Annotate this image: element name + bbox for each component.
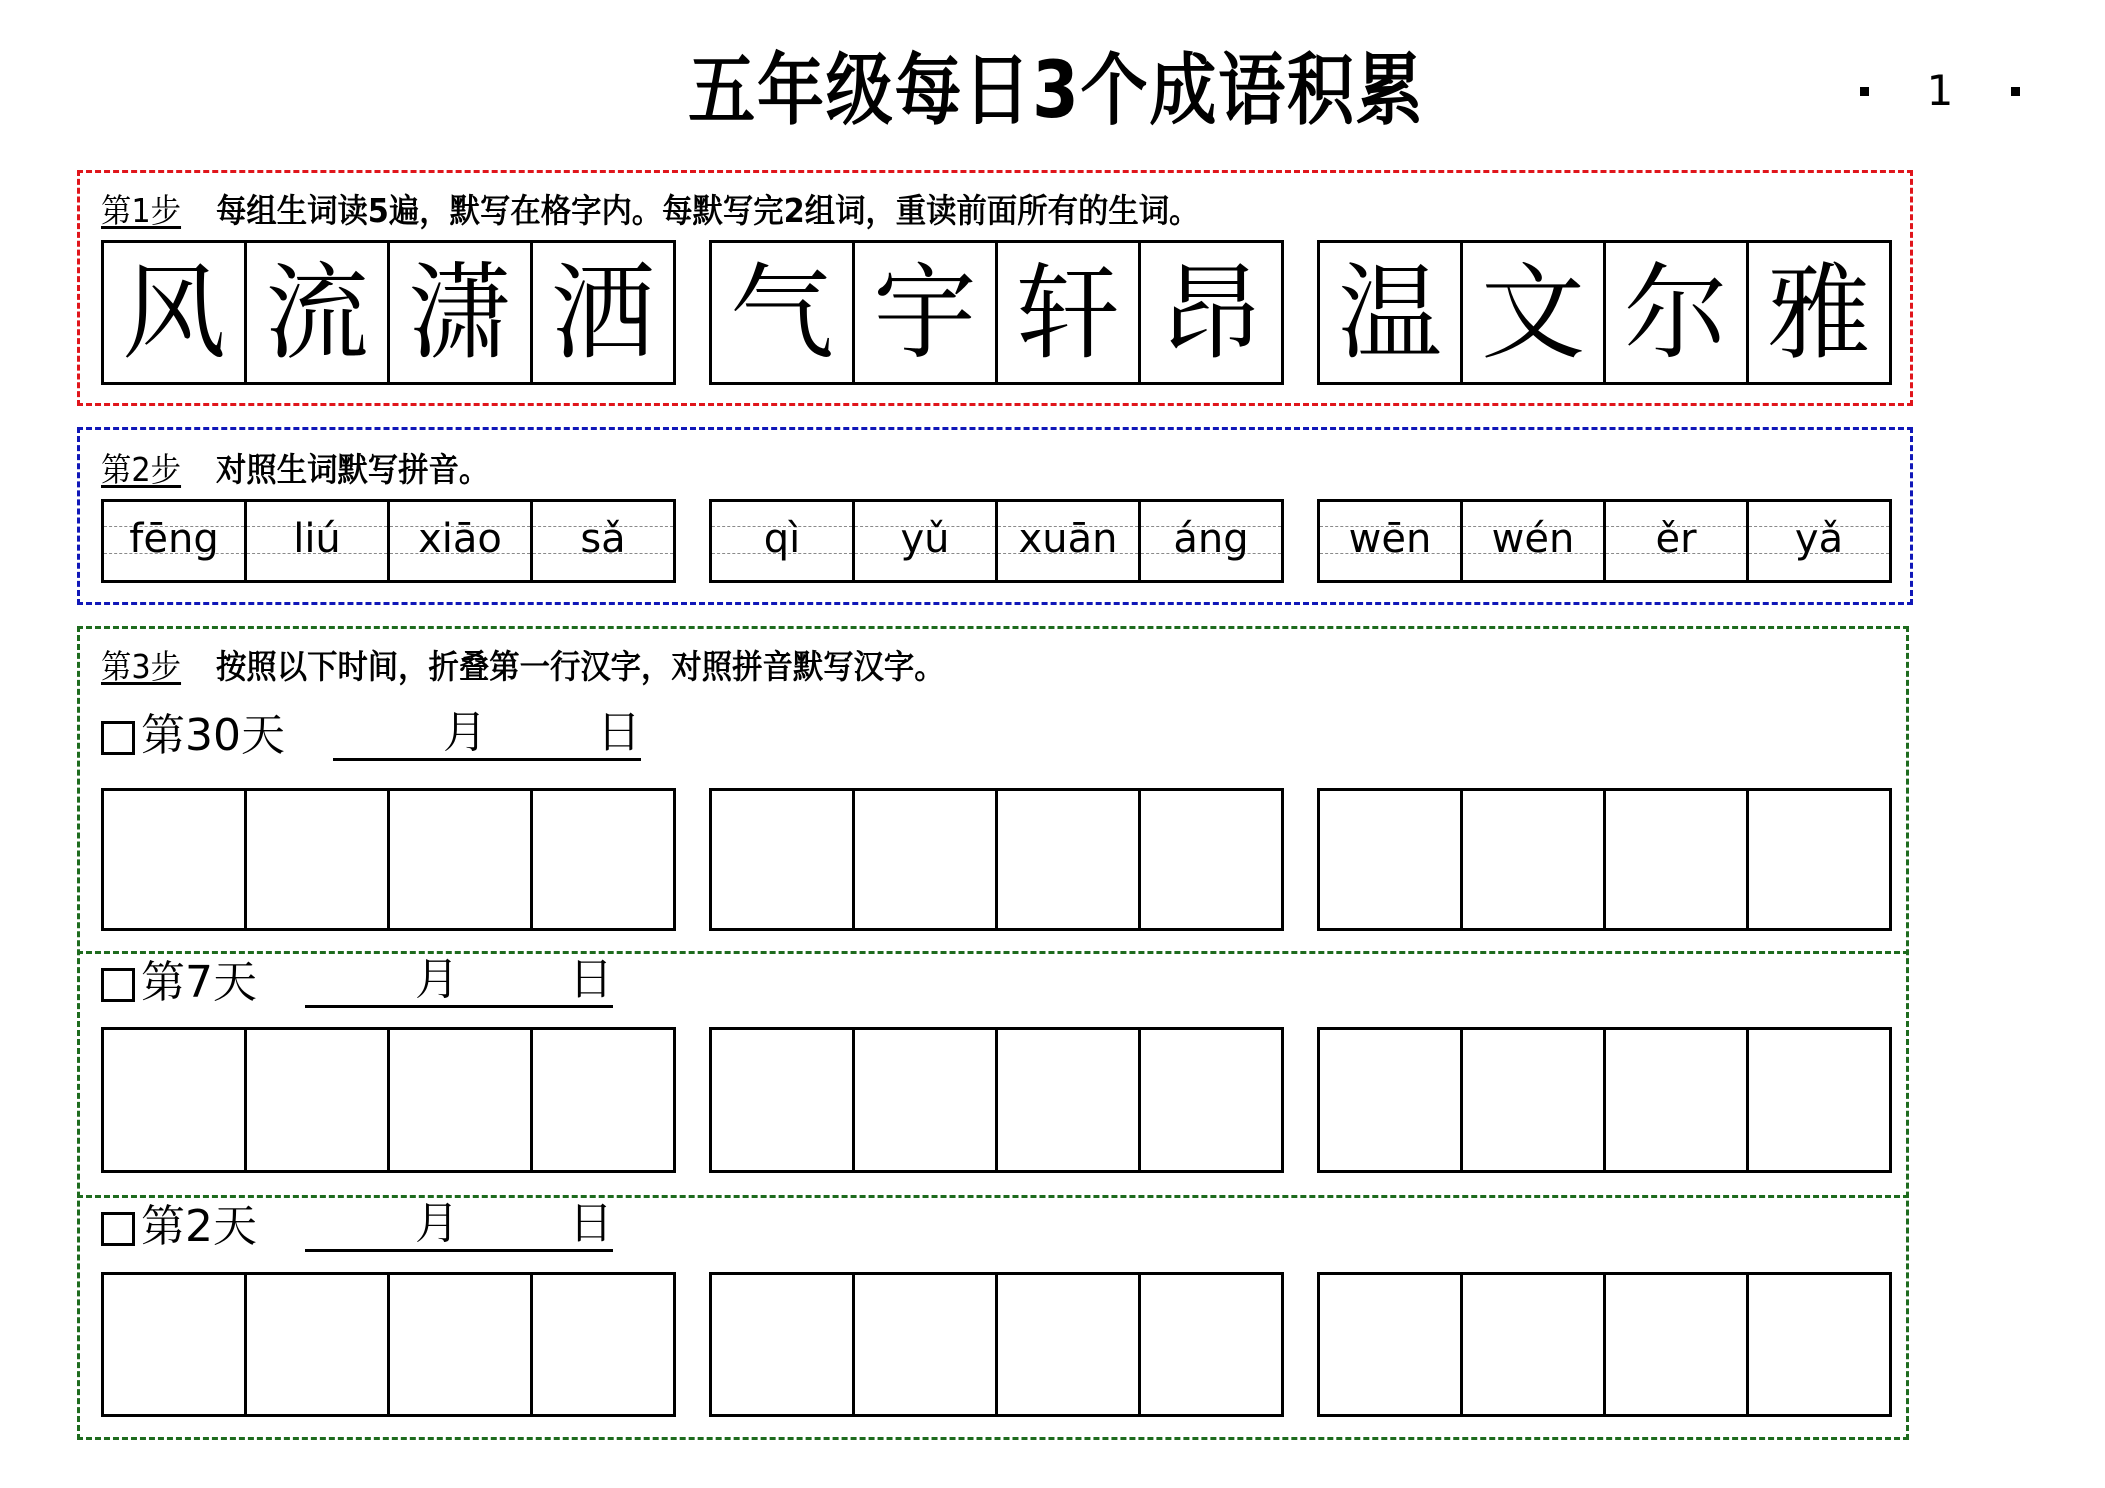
pinyin: yǎ <box>1794 516 1844 562</box>
write-cell[interactable] <box>998 791 1141 928</box>
day-30-group-2 <box>709 788 1284 931</box>
hanzi: 文 <box>1480 251 1585 374</box>
hanzi-cell <box>855 243 998 382</box>
write-cell[interactable] <box>533 1275 673 1414</box>
day-label: 日 <box>569 1198 613 1249</box>
dot-icon <box>2011 87 2020 96</box>
step1-group-3 <box>1317 240 1892 385</box>
pinyin: wēn <box>1348 516 1432 562</box>
step3-instruction <box>101 647 945 687</box>
hanzi-cell <box>1320 243 1463 382</box>
pinyin: xuān <box>1018 516 1118 562</box>
pinyin: wén <box>1491 516 1575 562</box>
month-label: 月 <box>415 954 459 1005</box>
write-cell[interactable] <box>855 791 998 928</box>
day-30-group-3 <box>1317 788 1892 931</box>
write-cell[interactable] <box>712 1030 855 1170</box>
write-cell[interactable] <box>998 1275 1141 1414</box>
pinyin-cell <box>855 502 998 580</box>
write-cell[interactable] <box>390 1275 533 1414</box>
pinyin: ěr <box>1655 516 1697 562</box>
write-cell[interactable] <box>1606 1030 1749 1170</box>
pinyin: liú <box>293 516 341 562</box>
step2-group-2 <box>709 499 1284 583</box>
day-2-row <box>101 1199 613 1252</box>
pinyin-cell <box>1320 502 1463 580</box>
day-30-row <box>101 708 641 761</box>
day-2-label: 第2天 <box>141 1201 257 1252</box>
pinyin: xiāo <box>418 516 502 562</box>
day-2-group-2 <box>709 1272 1284 1417</box>
write-cell[interactable] <box>104 791 247 928</box>
pinyin-cell <box>1463 502 1606 580</box>
hanzi-cell <box>1749 243 1889 382</box>
step1-label: 第1步 <box>101 191 182 230</box>
day-30-checkbox[interactable] <box>101 721 135 755</box>
pinyin: fēng <box>129 516 219 562</box>
write-cell[interactable] <box>533 1030 673 1170</box>
day-30-group-1 <box>101 788 676 931</box>
hanzi: 流 <box>264 251 369 374</box>
write-cell[interactable] <box>247 791 390 928</box>
day-7-label: 第7天 <box>141 957 257 1008</box>
step2-text: 对照生词默写拼音。 <box>216 450 490 489</box>
day-2-group-1 <box>101 1272 676 1417</box>
day-2-checkbox[interactable] <box>101 1212 135 1246</box>
hanzi: 昂 <box>1158 251 1263 374</box>
write-cell[interactable] <box>533 791 673 928</box>
day-7-group-1 <box>101 1027 676 1173</box>
day-30-date-field[interactable] <box>333 708 641 761</box>
hanzi-cell <box>712 243 855 382</box>
pinyin-cell <box>712 502 855 580</box>
section-divider <box>77 951 1909 954</box>
dot-icon <box>1860 87 1869 96</box>
day-7-group-2 <box>709 1027 1284 1173</box>
page-number-value: 1 <box>1926 66 1954 115</box>
hanzi-cell <box>533 243 673 382</box>
step2-group-1 <box>101 499 676 583</box>
hanzi-cell <box>998 243 1141 382</box>
step2-label: 第2步 <box>101 450 182 489</box>
write-cell[interactable] <box>1320 791 1463 928</box>
hanzi: 潇 <box>407 251 512 374</box>
hanzi: 洒 <box>550 251 655 374</box>
write-cell[interactable] <box>104 1030 247 1170</box>
day-7-date-field[interactable] <box>305 955 613 1008</box>
step3-label: 第3步 <box>101 647 182 686</box>
write-cell[interactable] <box>247 1030 390 1170</box>
pinyin: áng <box>1173 516 1249 562</box>
pinyin: yǔ <box>900 516 950 562</box>
write-cell[interactable] <box>712 791 855 928</box>
pinyin-cell <box>247 502 390 580</box>
hanzi: 温 <box>1337 251 1442 374</box>
section-divider <box>77 1195 1909 1198</box>
pinyin-cell <box>390 502 533 580</box>
write-cell[interactable] <box>1141 1275 1281 1414</box>
pinyin-cell <box>104 502 247 580</box>
pinyin: sǎ <box>580 516 626 562</box>
hanzi-cell <box>1463 243 1606 382</box>
step1-instruction <box>101 191 1199 231</box>
step2-group-3 <box>1317 499 1892 583</box>
hanzi: 雅 <box>1766 251 1871 374</box>
month-label: 月 <box>415 1198 459 1249</box>
write-cell[interactable] <box>390 1030 533 1170</box>
step2-instruction <box>101 450 489 490</box>
hanzi-cell <box>104 243 247 382</box>
step1-group-2 <box>709 240 1284 385</box>
pinyin: qì <box>763 516 801 562</box>
write-cell[interactable] <box>1463 1030 1606 1170</box>
write-cell[interactable] <box>855 1030 998 1170</box>
write-cell[interactable] <box>1141 791 1281 928</box>
write-cell[interactable] <box>855 1275 998 1414</box>
hanzi: 气 <box>729 251 834 374</box>
page-number <box>1860 66 2020 116</box>
hanzi-cell <box>390 243 533 382</box>
day-2-group-3 <box>1317 1272 1892 1417</box>
hanzi: 轩 <box>1015 251 1120 374</box>
day-7-row <box>101 955 613 1008</box>
pinyin-cell <box>998 502 1141 580</box>
hanzi: 风 <box>121 251 226 374</box>
step1-group-1 <box>101 240 676 385</box>
step1-text: 每组生词读5遍，默写在格字内。每默写完2组词，重读前面所有的生词。 <box>216 191 1200 230</box>
day-30-label: 第30天 <box>141 710 285 761</box>
month-label: 月 <box>443 707 487 758</box>
write-cell[interactable] <box>1749 791 1889 928</box>
day-2-date-field[interactable] <box>305 1199 613 1252</box>
write-cell[interactable] <box>1141 1030 1281 1170</box>
write-cell[interactable] <box>1463 791 1606 928</box>
pinyin-cell <box>1749 502 1889 580</box>
write-cell[interactable] <box>998 1030 1141 1170</box>
write-cell[interactable] <box>1320 1030 1463 1170</box>
write-cell[interactable] <box>1749 1030 1889 1170</box>
pinyin-cell <box>1606 502 1749 580</box>
day-7-group-3 <box>1317 1027 1892 1173</box>
write-cell[interactable] <box>1749 1275 1889 1414</box>
hanzi-cell <box>247 243 390 382</box>
day-label: 日 <box>597 707 641 758</box>
page-title: 五年级每日3个成语积累 <box>688 46 1425 136</box>
pinyin-cell <box>1141 502 1281 580</box>
hanzi-cell <box>1606 243 1749 382</box>
day-label: 日 <box>569 954 613 1005</box>
write-cell[interactable] <box>1606 1275 1749 1414</box>
step3-text: 按照以下时间，折叠第一行汉字，对照拼音默写汉字。 <box>216 647 945 686</box>
hanzi: 宇 <box>872 251 977 374</box>
write-cell[interactable] <box>247 1275 390 1414</box>
hanzi-cell <box>1141 243 1281 382</box>
write-cell[interactable] <box>1463 1275 1606 1414</box>
write-cell[interactable] <box>1320 1275 1463 1414</box>
hanzi: 尔 <box>1623 251 1728 374</box>
write-cell[interactable] <box>1606 791 1749 928</box>
write-cell[interactable] <box>390 791 533 928</box>
pinyin-cell <box>533 502 673 580</box>
write-cell[interactable] <box>104 1275 247 1414</box>
write-cell[interactable] <box>712 1275 855 1414</box>
day-7-checkbox[interactable] <box>101 968 135 1002</box>
